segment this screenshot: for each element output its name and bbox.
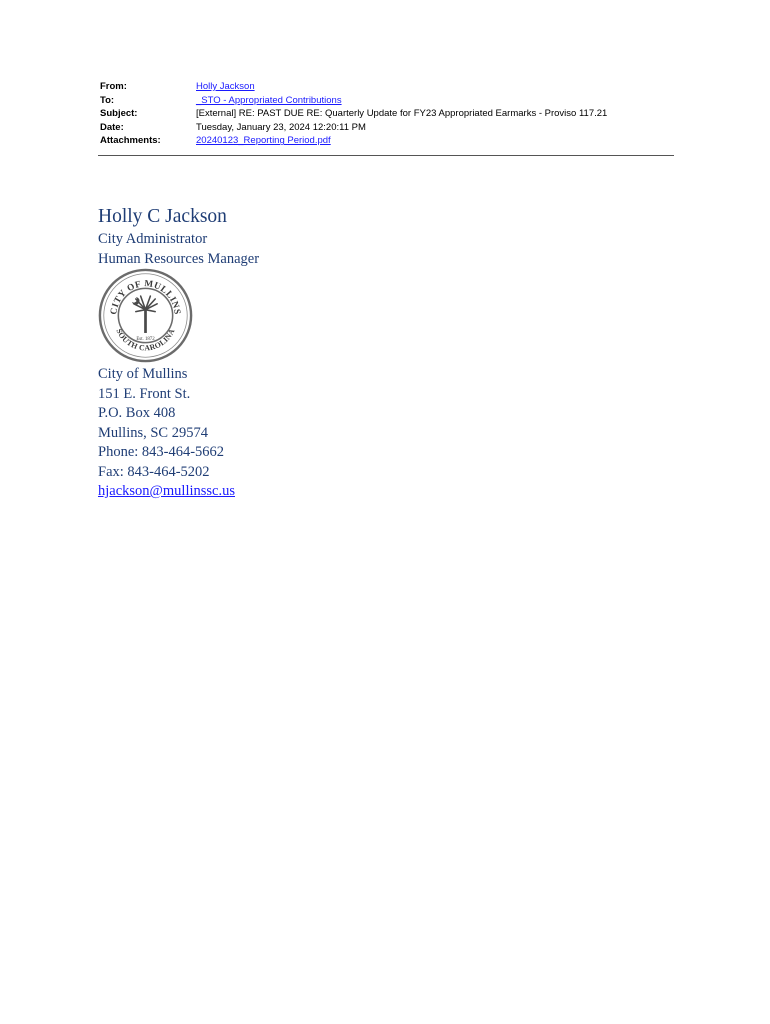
from-label: From:	[100, 81, 127, 92]
to-link[interactable]: _STO - Appropriated Contributions	[196, 94, 342, 106]
signature-name: Holly C Jackson	[98, 206, 227, 227]
org-name: City of Mullins	[98, 366, 188, 382]
palmetto-trunk	[144, 310, 147, 333]
fax-number: Fax: 843-464-5202	[98, 463, 210, 480]
signature-title-2: Human Resources Manager	[98, 250, 260, 267]
date-value: Tuesday, January 23, 2024 12:20:11 PM	[196, 121, 366, 133]
signature-block	[98, 204, 259, 269]
address-block	[98, 365, 235, 502]
seal-text-bottom: SOUTH CAROLINA	[114, 327, 177, 353]
email-header	[100, 80, 674, 148]
email-link[interactable]: hjackson@mullinssc.us	[98, 483, 235, 499]
subject-row	[100, 107, 674, 121]
from-row	[100, 80, 674, 94]
to-row	[100, 94, 674, 108]
signature-title-1: City Administrator	[98, 231, 208, 247]
po-box: P.O. Box 408	[98, 405, 176, 421]
seal-text-top: CITY OF MULLINS	[108, 278, 183, 316]
phone-number: Phone: 843-464-5662	[98, 444, 225, 460]
attachment-link[interactable]: 20240123_Reporting Period.pdf	[196, 135, 331, 147]
attachments-label: Attachments:	[100, 135, 161, 147]
subject-value: [External] RE: PAST DUE RE: Quarterly Update for FY23 Appropriated Earmarks - Proviso 117.21	[196, 108, 608, 120]
header-divider	[98, 155, 674, 156]
date-row	[100, 121, 674, 135]
city-seal-logo	[97, 267, 194, 364]
from-link[interactable]: Holly Jackson	[196, 81, 255, 92]
city-state-zip: Mullins, SC 29574	[98, 424, 208, 441]
attachments-row	[100, 134, 674, 148]
to-label: To:	[100, 94, 115, 106]
subject-label: Subject:	[100, 108, 138, 120]
date-label: Date:	[100, 121, 124, 133]
seal-est: Est. 1872	[136, 336, 155, 342]
street-address: 151 E. Front St.	[98, 385, 191, 402]
